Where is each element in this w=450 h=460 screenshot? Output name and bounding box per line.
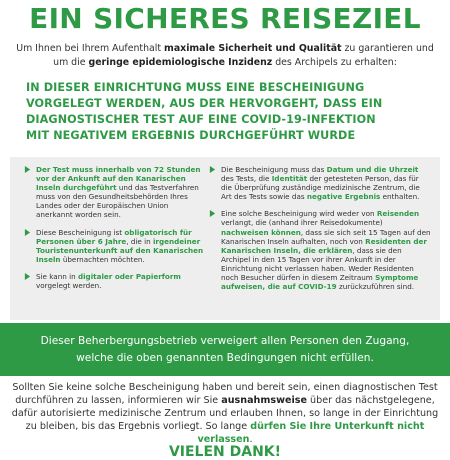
- list-item: Diese Bescheinigung ist obligatorisch für Personen über 6 Jahre, die in irgendeiner Touristenunterkunft auf den Kanarischen Inseln übernachten möchten.: [24, 228, 204, 264]
- list-item: Die Bescheinigung muss das Datum und die Uhrzeit des Tests, die Identität der getesteten Person, das für die Überprüfung zuständige medizinische Zentrum, die Art des Tests sowie das negative Ergebnis enthalten.: [209, 165, 431, 201]
- chevron-right-icon: [24, 166, 31, 173]
- chevron-right-icon: [209, 166, 216, 173]
- chevron-right-icon: [209, 210, 216, 217]
- headline-line-3: DIAGNOSTISCHER TEST AUF EINE COVID-19-INFEKTION: [26, 113, 376, 126]
- requirements-right-column: [209, 165, 431, 299]
- requirements-box: [10, 157, 440, 320]
- banner-line-1: Dieser Beherbergungsbetrieb verweigert allen Personen den Zugang,: [40, 335, 410, 347]
- requirements-left-column: [24, 165, 204, 298]
- headline-line-4: MIT NEGATIVEM ERGEBNIS DURCHGEFÜHRT WURDE: [26, 129, 356, 142]
- bottom-note: Sollten Sie keine solche Bescheinigung haben und bereit sein, einen diagnostischen Test durchführen zu lassen, informieren wir Sie ausnahmsweise über das nächstgelegene, dafür autorisierte medizinische Zentrum und erlauben Ihnen, so lange in der Einrichtung zu bleiben, bis das Ergebnis vorliegt. So lange dürfen Sie Ihre Unterkunft nicht verlassen.: [11, 382, 439, 445]
- list-item: Sie kann in digitaler oder Papierform vorgelegt werden.: [24, 272, 204, 290]
- headline-line-1: IN DIESER EINRICHTUNG MUSS EINE BESCHEINIGUNG: [26, 81, 365, 94]
- requirement-headline: [26, 80, 426, 144]
- page-title: EIN SICHERES REISEZIEL: [29, 2, 421, 35]
- intro-text: Um Ihnen bei Ihrem Aufenthalt maximale Sicherheit und Qualität zu garantieren und um die geringe epidemiologische Inzidenz des Archipels zu erhalten:: [16, 43, 434, 68]
- chevron-right-icon: [24, 273, 31, 280]
- access-denied-banner: [0, 323, 450, 376]
- headline-line-2: VORGELEGT WERDEN, AUS DER HERVORGEHT, DASS EIN: [26, 97, 383, 110]
- chevron-right-icon: [24, 229, 31, 236]
- list-item: Der Test muss innerhalb von 72 Stunden vor der Ankunft auf den Kanarischen Inseln durchgeführt und das Testverfahren muss von den Gesundheitsbehörden Ihres Landes oder der Europäischen Union anerkannt worden sein.: [24, 165, 204, 220]
- banner-line-2: welche die oben genannten Bedingungen nicht erfüllen.: [76, 352, 374, 364]
- list-item: Eine solche Bescheinigung wird weder von Reisenden verlangt, die (anhand ihrer Reisedokumente) nachweisen können, dass sie sich seit 15 Tagen auf den Kanarischen Inseln aufhalten, noch von Residenten der Kanarischen Inseln, die erklären, dass sie den Archipel in den 15 Tagen vor ihrer Ankunft in der Einrichtung nicht verlassen haben. Weder Residenten noch Besucher dürfen in diesem Zeitraum Symptome aufweisen, die auf COVID-19 zurückzuführen sind.: [209, 209, 431, 291]
- thank-you-heading: VIELEN DANK!: [168, 444, 282, 460]
